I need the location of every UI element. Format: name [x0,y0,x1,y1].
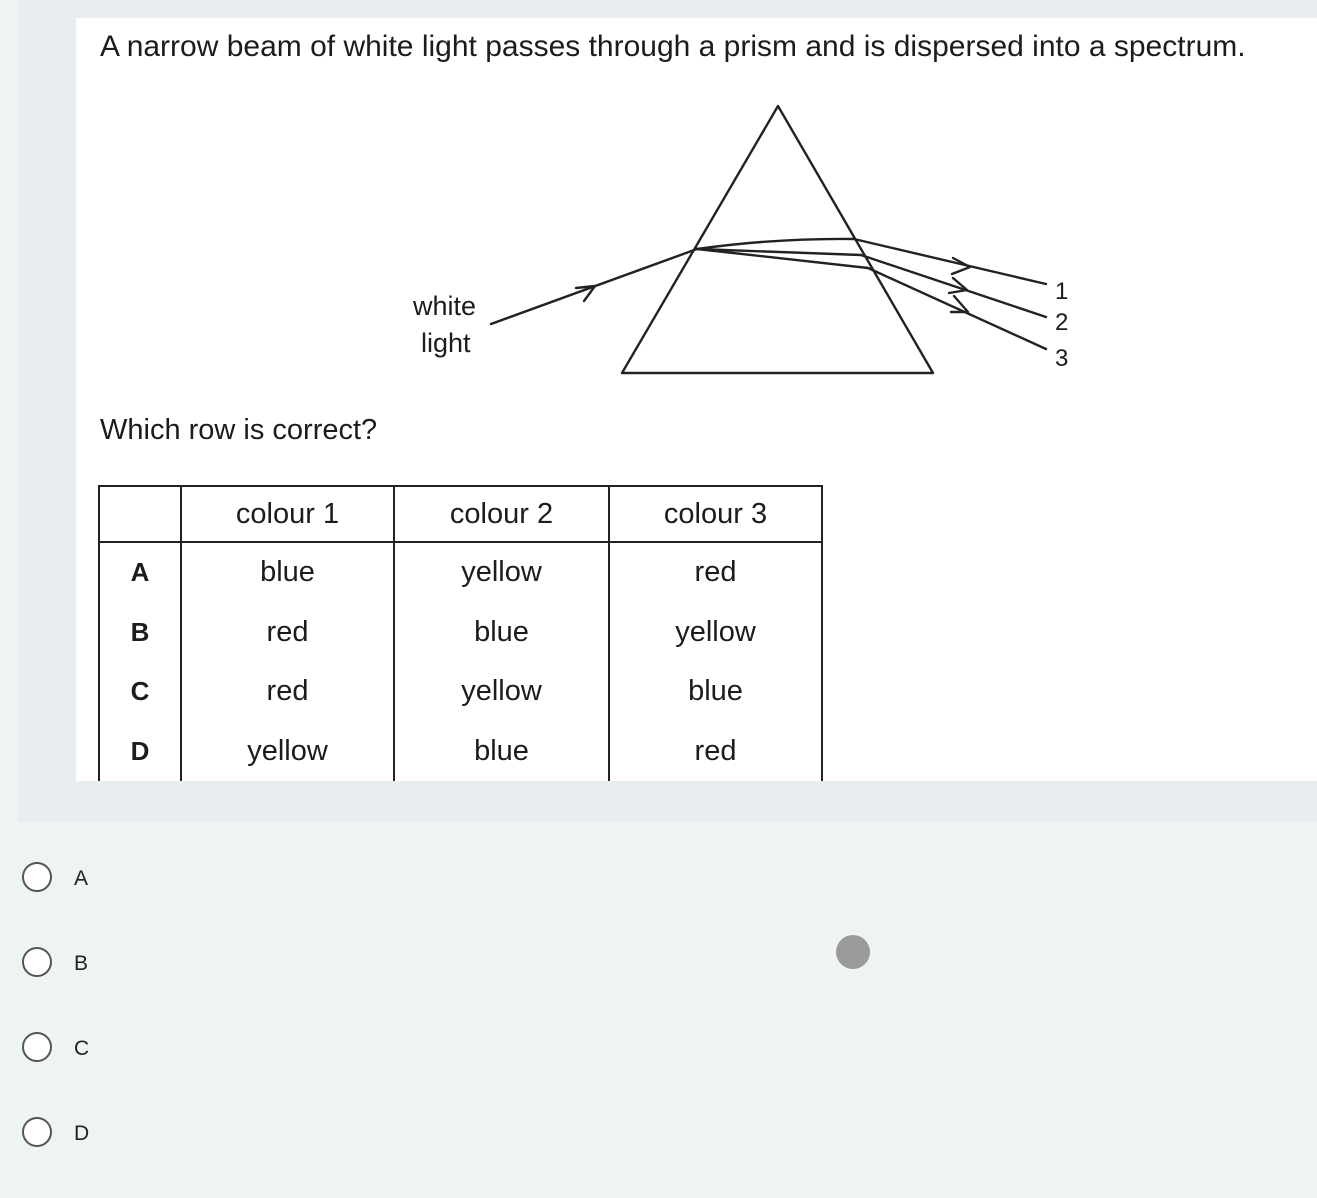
option-d[interactable] [22,1113,322,1198]
row-key: B [99,603,181,663]
question-image [76,18,1317,781]
table-header-cell: colour 2 [394,486,609,542]
table-cell: blue [394,603,609,663]
cursor-dot [836,935,870,969]
white-light-label-2: light [421,328,471,358]
ray-label-1: 1 [1055,278,1069,305]
option-label: B [74,952,89,975]
ray-label-2: 2 [1055,309,1069,336]
row-key: D [99,722,181,782]
table-row [99,662,822,722]
radio-button[interactable] [22,947,52,977]
option-label: C [74,1037,90,1060]
row-key: A [99,542,181,603]
radio-button[interactable] [22,1117,52,1147]
white-light-label: white [413,291,477,321]
table-cell: blue [181,542,394,603]
table-cell: red [609,722,822,782]
internal-ray-1 [697,239,854,249]
table-cell: red [181,662,394,722]
table-row [99,722,822,782]
question-stem: A narrow beam of white light passes through a prism and is dispersed into a spectrum. [100,30,1246,63]
option-label: D [74,1122,90,1145]
table-header-cell [99,486,181,542]
ray-label-3: 3 [1055,345,1069,372]
incident-arrowhead [576,286,595,301]
table-cell: blue [609,662,822,722]
option-label: A [74,867,89,890]
table-header-cell: colour 3 [609,486,822,542]
table-cell: red [609,542,822,603]
row-key: C [99,662,181,722]
table-cell: yellow [394,542,609,603]
table-cell: yellow [609,603,822,663]
answer-options [22,858,322,1198]
answer-table [98,485,823,781]
question-card [18,0,1317,822]
table-cell: yellow [394,662,609,722]
prism-diagram [76,18,1317,398]
table-cell: blue [394,722,609,782]
table-cell: red [181,603,394,663]
prism-shape [622,106,933,373]
option-a[interactable] [22,858,322,943]
question-prompt: Which row is correct? [100,414,378,446]
emerging-arrowhead-1 [952,258,970,274]
option-b[interactable] [22,943,322,1028]
table-header-row [99,486,822,542]
table-header-cell: colour 1 [181,486,394,542]
radio-button[interactable] [22,1032,52,1062]
table-cell: yellow [181,722,394,782]
radio-button[interactable] [22,862,52,892]
table-row [99,542,822,603]
table-row [99,603,822,663]
option-c[interactable] [22,1028,322,1113]
